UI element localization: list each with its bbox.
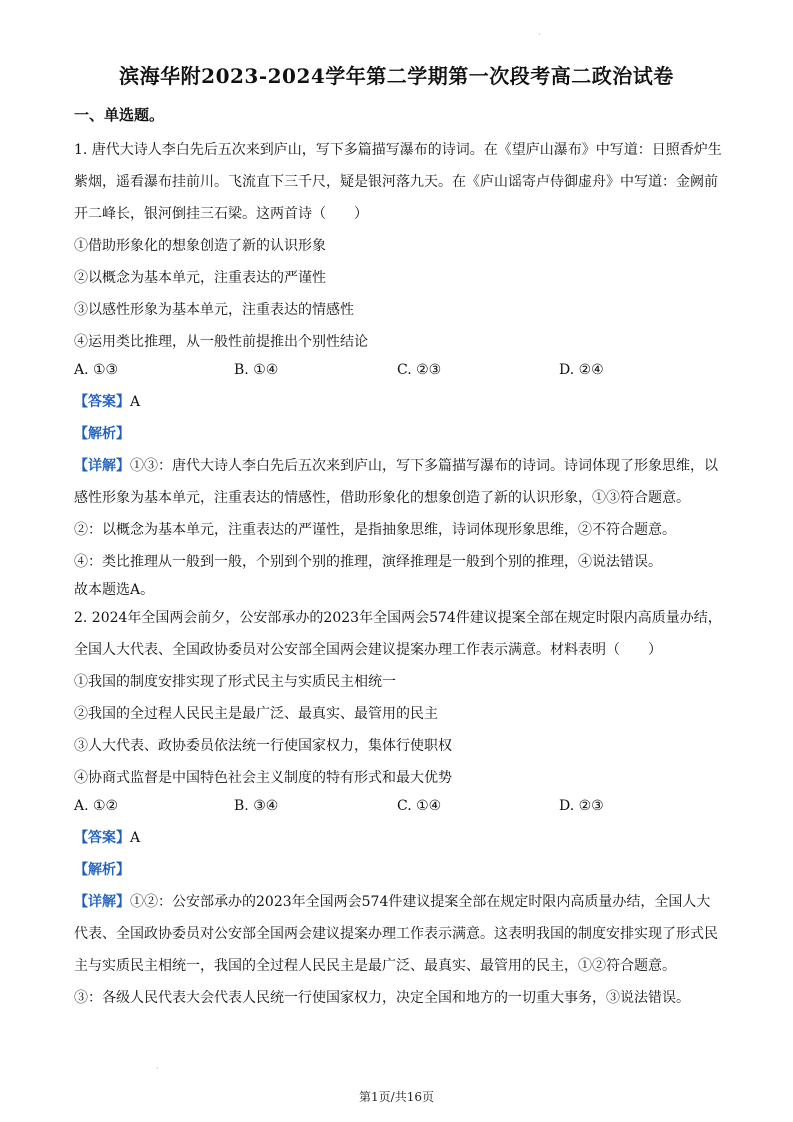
q2-detail-line bbox=[74, 892, 734, 912]
q1-statement: ①借助形象化的想象创造了新的认识形象 bbox=[74, 238, 326, 254]
answer-tag: 【答案】 bbox=[74, 394, 130, 410]
q2-analysis bbox=[74, 860, 734, 880]
q2-option-a: A. ①② bbox=[74, 798, 119, 814]
q1-option-b: B. ①④ bbox=[234, 362, 279, 378]
q1-answer bbox=[74, 392, 734, 412]
q1-option-a: A. ①③ bbox=[74, 362, 119, 378]
q2-detail-line: 主与实质民主相统一，我国的全过程人民民主是最广泛、最真实、最管用的民主，①②符合题意。 bbox=[74, 958, 676, 974]
q1-statement: ②以概念为基本单元，注重表达的严谨性 bbox=[74, 270, 326, 286]
page-dot: · bbox=[156, 1064, 159, 1073]
q2-detail-line: ③：各级人民代表大会代表人民统一行使国家权力，决定全国和地方的一切重大事务，③说法错误。 bbox=[74, 990, 690, 1006]
page-footer: 第1页/共16页 bbox=[359, 1090, 434, 1104]
detail-tag: 【详解】 bbox=[74, 894, 130, 910]
analysis-tag: 【解析】 bbox=[74, 426, 130, 442]
q1-detail-line: ④：类比推理从一般到一般，个别到个别的推理，演绎推理是一般到个别的推理，④说法错误。 bbox=[74, 554, 662, 570]
answer-value: A bbox=[130, 394, 141, 410]
q2-stem-line: 2. 2024年全国两会前夕，公安部承办的2023年全国两会574件建议提案全部在规定时限内高质量办结， bbox=[74, 610, 722, 626]
detail-text: ①③：唐代大诗人李白先后五次来到庐山，写下多篇描写瀑布的诗词。诗词体现了形象思维，以 bbox=[130, 458, 718, 474]
q1-stem-line: 紫烟，遥看瀑布挂前川。飞流直下三千尺，疑是银河落九天。在《庐山谣寄卢侍御虚舟》中写道：金阙前 bbox=[74, 174, 718, 190]
q1-stem-line: 1. 唐代大诗人李白先后五次来到庐山，写下多篇描写瀑布的诗词。在《望庐山瀑布》中写道：日照香炉生 bbox=[74, 142, 722, 158]
q1-statement: ④运用类比推理，从一般性前提推出个别性结论 bbox=[74, 334, 368, 350]
q1-option-c: C. ②③ bbox=[397, 362, 442, 378]
detail-text: ①②：公安部承办的2023年全国两会574件建议提案全部在规定时限内高质量办结，全国人大 bbox=[130, 894, 711, 910]
analysis-tag: 【解析】 bbox=[74, 862, 130, 878]
q2-statement: ③人大代表、政协委员依法统一行使国家权力，集体行使职权 bbox=[74, 738, 452, 754]
detail-tag: 【详解】 bbox=[74, 458, 130, 474]
q2-option-b: B. ③④ bbox=[234, 798, 279, 814]
q2-option-c: C. ①④ bbox=[397, 798, 442, 814]
answer-tag: 【答案】 bbox=[74, 830, 130, 846]
q2-option-d: D. ②③ bbox=[559, 798, 604, 814]
q2-statement: ①我国的制度安排实现了形式民主与实质民主相统一 bbox=[74, 674, 396, 690]
q1-detail-line: ②：以概念为基本单元，注重表达的严谨性，是指抽象思维，诗词体现形象思维，②不符合题意。 bbox=[74, 522, 676, 538]
q1-detail-line: 故本题选A。 bbox=[74, 582, 155, 598]
q1-detail-line bbox=[74, 456, 734, 476]
q2-stem-line: 全国人大代表、全国政协委员对公安部全国两会建议提案办理工作表示满意。材料表明（ ） bbox=[74, 642, 662, 658]
q1-detail-line: 感性形象为基本单元，注重表达的情感性，借助形象化的想象创造了新的认识形象，①③符合题意。 bbox=[74, 490, 690, 506]
q1-analysis bbox=[74, 424, 734, 444]
q1-stem-line: 开二峰长，银河倒挂三石梁。这两首诗（ ） bbox=[74, 206, 368, 222]
page-title: 滨海华附2023-2024学年第二学期第一次段考高二政治试卷 bbox=[119, 64, 674, 88]
q1-option-d: D. ②④ bbox=[559, 362, 604, 378]
q2-statement: ②我国的全过程人民民主是最广泛、最真实、最管用的民主 bbox=[74, 706, 438, 722]
page-dot: · bbox=[538, 30, 541, 39]
answer-value: A bbox=[130, 830, 141, 846]
q1-statement: ③以感性形象为基本单元，注重表达的情感性 bbox=[74, 302, 354, 318]
section-heading: 一、单选题。 bbox=[74, 106, 165, 124]
q2-answer bbox=[74, 828, 734, 848]
q2-detail-line: 代表、全国政协委员对公安部全国两会建议提案办理工作表示满意。这表明我国的制度安排实现了形式民 bbox=[74, 926, 718, 942]
q2-statement: ④协商式监督是中国特色社会主义制度的特有形式和最大优势 bbox=[74, 770, 452, 786]
